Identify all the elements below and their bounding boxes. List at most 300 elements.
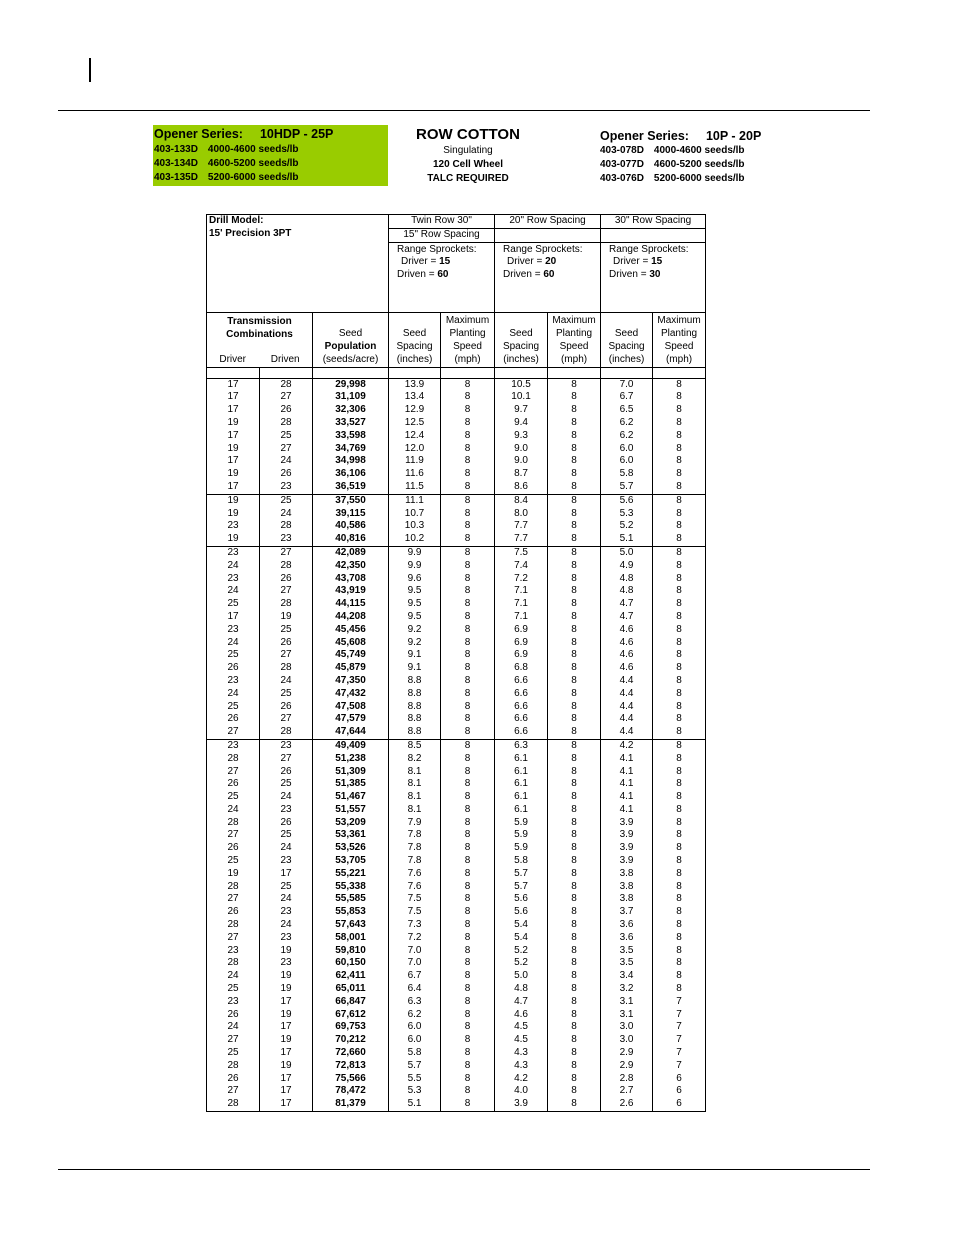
seed-spacing-20in-cell: 8.7 (495, 468, 548, 481)
driven-value: 60 (543, 269, 555, 281)
seed-spacing-20in-cell: 4.0 (495, 1085, 548, 1098)
seed-population-cell: 51,557 (313, 804, 389, 817)
table-row (207, 1034, 706, 1047)
max-speed-30in-cell: 8 (653, 970, 706, 983)
seed-spacing-15in-cell: 5.3 (389, 1085, 441, 1098)
seed-population-cell: 33,598 (313, 430, 389, 443)
max-speed-15in-cell: 8 (441, 868, 495, 881)
seed-spacing-20in-cell: 9.7 (495, 404, 548, 417)
driver-label: Driver = (401, 256, 440, 268)
seed-spacing-20in-cell: 7.2 (495, 573, 548, 586)
group3-title: 30" Row Spacing (601, 215, 706, 229)
table-row (207, 1009, 706, 1022)
max-speed-20in-cell: 8 (548, 1060, 601, 1073)
hdr-line: (seeds/acre) (322, 353, 379, 365)
driven-cell: 19 (260, 1060, 313, 1073)
right-opener-row (600, 158, 800, 172)
max-speed-15in-cell: 8 (441, 560, 495, 573)
seed-spacing-30in-cell: 3.6 (601, 919, 653, 932)
driven-cell: 25 (260, 881, 313, 894)
seed-spacing-15in-cell: 8.8 (389, 713, 441, 726)
driven-cell: 26 (260, 637, 313, 650)
seed-spacing-15in-cell: 11.1 (389, 494, 441, 507)
seed-spacing-15in-cell: 12.4 (389, 430, 441, 443)
max-speed-30in-cell: 8 (653, 624, 706, 637)
driven-cell: 25 (260, 778, 313, 791)
seeding-rate-table (206, 214, 706, 1112)
seed-spacing-20in-cell: 5.2 (495, 945, 548, 958)
seed-spacing-15in-cell: 8.8 (389, 726, 441, 739)
max-speed-15in-cell: 8 (441, 919, 495, 932)
driver-cell: 17 (207, 391, 260, 404)
max-speed-20in-cell: 8 (548, 829, 601, 842)
driver-cell: 19 (207, 468, 260, 481)
hdr-line: (inches) (503, 353, 539, 365)
max-speed-20in-cell: 8 (548, 713, 601, 726)
seed-population-cell: 32,306 (313, 404, 389, 417)
seed-spacing-30in-cell: 4.4 (601, 726, 653, 739)
table-row (207, 932, 706, 945)
table-row (207, 842, 706, 855)
max-speed-30in-cell: 8 (653, 494, 706, 507)
driven-cell: 19 (260, 611, 313, 624)
seed-population-cell: 53,705 (313, 855, 389, 868)
seed-spacing-15in-cell: 7.5 (389, 893, 441, 906)
hdr-line: (mph) (665, 353, 693, 365)
seed-spacing-20in-cell: 4.7 (495, 996, 548, 1009)
driver-cell: 26 (207, 1009, 260, 1022)
seed-spacing-15in-cell: 9.1 (389, 649, 441, 662)
driver-cell: 25 (207, 791, 260, 804)
table-row (207, 1047, 706, 1060)
seed-spacing-15in-cell: 6.0 (389, 1021, 441, 1034)
seed-range: 5200-6000 seeds/lb (207, 172, 299, 183)
seed-spacing-30in-cell: 4.2 (601, 739, 653, 752)
max-speed-20in-cell: 8 (548, 430, 601, 443)
group3-subtitle-empty (601, 228, 706, 242)
seed-spacing-15in-cell: 6.0 (389, 1034, 441, 1047)
max-speed-30in-cell: 8 (653, 443, 706, 456)
driver-cell: 26 (207, 1073, 260, 1086)
seed-spacing-30in-cell: 5.0 (601, 546, 653, 559)
driver-cell: 27 (207, 1085, 260, 1098)
subtitle-talc: TALC REQUIRED (427, 173, 509, 184)
driven-cell: 27 (260, 753, 313, 766)
driven-cell: 28 (260, 662, 313, 675)
left-opener-label: Opener Series: (154, 127, 243, 141)
driver-cell: 17 (207, 378, 260, 391)
seed-spacing-20in-cell: 4.5 (495, 1034, 548, 1047)
table-row (207, 391, 706, 404)
seed-spacing-20in-cell: 6.9 (495, 624, 548, 637)
table-row (207, 598, 706, 611)
seed-spacing-30in-cell: 3.8 (601, 881, 653, 894)
table-row (207, 468, 706, 481)
max-speed-20in-cell: 8 (548, 1047, 601, 1060)
driven-cell: 28 (260, 598, 313, 611)
max-speed-30in-cell: 8 (653, 932, 706, 945)
driver-cell: 23 (207, 675, 260, 688)
table-row (207, 430, 706, 443)
max-speed-20in-cell: 8 (548, 1021, 601, 1034)
seed-population-cell: 57,643 (313, 919, 389, 932)
max-speed-15in-cell: 8 (441, 391, 495, 404)
max-speed-15in-cell: 8 (441, 945, 495, 958)
table-row (207, 983, 706, 996)
seed-spacing-30in-cell: 3.4 (601, 970, 653, 983)
max-speed-20in-cell: 8 (548, 1073, 601, 1086)
seed-spacing-30in-cell: 5.7 (601, 481, 653, 494)
max-speed-30in-cell: 8 (653, 430, 706, 443)
seed-spacing-30in-cell: 2.7 (601, 1085, 653, 1098)
seed-population-cell: 42,089 (313, 546, 389, 559)
seed-spacing-20in-cell: 7.4 (495, 560, 548, 573)
seed-population-cell: 78,472 (313, 1085, 389, 1098)
table-row (207, 970, 706, 983)
seed-spacing-20in-cell: 7.7 (495, 520, 548, 533)
seed-spacing-20in-cell: 7.1 (495, 611, 548, 624)
max-speed-30in-cell: 8 (653, 546, 706, 559)
max-speed-15in-cell: 8 (441, 573, 495, 586)
right-opener-series-line (600, 128, 800, 144)
seed-spacing-15in-cell: 9.2 (389, 637, 441, 650)
seed-spacing-30in-cell: 4.1 (601, 766, 653, 779)
table-row (207, 481, 706, 494)
table-row (207, 855, 706, 868)
left-opener-row (154, 143, 388, 157)
table-row (207, 1073, 706, 1086)
right-opener-series-box (600, 128, 800, 186)
max-speed-20in-cell: 8 (548, 637, 601, 650)
max-speed-header-2 (548, 312, 601, 367)
seed-population-cell: 47,350 (313, 675, 389, 688)
seed-spacing-20in-cell: 5.6 (495, 893, 548, 906)
max-speed-20in-cell: 8 (548, 649, 601, 662)
max-speed-30in-cell: 8 (653, 533, 706, 546)
hdr-line: Maximum (445, 315, 490, 327)
seed-population-cell: 44,208 (313, 611, 389, 624)
max-speed-header-1 (441, 312, 495, 367)
seed-spacing-15in-cell: 9.5 (389, 585, 441, 598)
hdr-line: Seed (614, 328, 639, 340)
driven-cell: 25 (260, 430, 313, 443)
seed-population-cell: 72,813 (313, 1060, 389, 1073)
driven-cell: 27 (260, 546, 313, 559)
driver-cell: 23 (207, 624, 260, 637)
seed-spacing-20in-cell: 6.8 (495, 662, 548, 675)
seed-spacing-30in-cell: 4.4 (601, 688, 653, 701)
max-speed-15in-cell: 8 (441, 1047, 495, 1060)
seed-spacing-15in-cell: 11.6 (389, 468, 441, 481)
seed-spacing-30in-cell: 3.0 (601, 1021, 653, 1034)
driven-cell: 27 (260, 585, 313, 598)
max-speed-20in-cell: 8 (548, 817, 601, 830)
max-speed-15in-cell: 8 (441, 1060, 495, 1073)
subtitle-cell-wheel: 120 Cell Wheel (432, 159, 504, 170)
seed-spacing-15in-cell: 12.5 (389, 417, 441, 430)
max-speed-15in-cell: 8 (441, 701, 495, 714)
seed-spacing-15in-cell: 9.1 (389, 662, 441, 675)
seed-spacing-20in-cell: 6.1 (495, 778, 548, 791)
hdr-line: Spacing (396, 341, 433, 352)
seed-spacing-15in-cell: 7.3 (389, 919, 441, 932)
seed-spacing-20in-cell: 5.9 (495, 829, 548, 842)
max-speed-20in-cell: 8 (548, 662, 601, 675)
seed-spacing-30in-cell: 4.1 (601, 804, 653, 817)
max-speed-30in-cell: 8 (653, 829, 706, 842)
driven-cell: 25 (260, 688, 313, 701)
max-speed-20in-cell: 8 (548, 996, 601, 1009)
seed-spacing-15in-cell: 8.8 (389, 675, 441, 688)
seed-spacing-30in-cell: 2.8 (601, 1073, 653, 1086)
seed-population-cell: 67,612 (313, 1009, 389, 1022)
seed-population-header (313, 312, 389, 367)
drill-model-cell (207, 215, 389, 313)
driver-cell: 24 (207, 1021, 260, 1034)
max-speed-30in-cell: 8 (653, 637, 706, 650)
max-speed-20in-cell: 8 (548, 481, 601, 494)
max-speed-30in-cell: 8 (653, 481, 706, 494)
group1-sprockets (389, 242, 495, 312)
seed-population-cell: 45,879 (313, 662, 389, 675)
seed-spacing-30in-cell: 6.2 (601, 430, 653, 443)
seed-population-cell: 66,847 (313, 996, 389, 1009)
driver-label: Driver = (613, 256, 652, 268)
seed-spacing-20in-cell: 4.2 (495, 1073, 548, 1086)
driver-cell: 19 (207, 494, 260, 507)
table-row (207, 804, 706, 817)
table-row (207, 957, 706, 970)
max-speed-20in-cell: 8 (548, 778, 601, 791)
hdr-line: Maximum (657, 315, 701, 327)
seed-population-cell: 53,526 (313, 842, 389, 855)
max-speed-15in-cell: 8 (441, 753, 495, 766)
seed-population-cell: 40,816 (313, 533, 389, 546)
max-speed-15in-cell: 8 (441, 1073, 495, 1086)
seed-spacing-15in-cell: 7.8 (389, 855, 441, 868)
table-row (207, 624, 706, 637)
table-row (207, 404, 706, 417)
hdr-line: (mph) (454, 353, 481, 365)
driven-cell: 28 (260, 560, 313, 573)
bottom-rule (58, 1169, 870, 1170)
seed-population-cell: 59,810 (313, 945, 389, 958)
drill-model-value: 15' Precision 3PT (209, 227, 292, 239)
max-speed-20in-cell: 8 (548, 688, 601, 701)
max-speed-20in-cell: 8 (548, 494, 601, 507)
driver-cell: 27 (207, 893, 260, 906)
seed-spacing-20in-cell: 7.7 (495, 533, 548, 546)
max-speed-15in-cell: 8 (441, 508, 495, 521)
driven-cell: 28 (260, 417, 313, 430)
max-speed-30in-cell: 8 (653, 573, 706, 586)
driver-cell: 28 (207, 753, 260, 766)
seed-spacing-20in-cell: 8.0 (495, 508, 548, 521)
hdr-line: Seed (509, 328, 533, 340)
seed-population-cell: 40,586 (313, 520, 389, 533)
driven-cell: 19 (260, 945, 313, 958)
right-opener-label: Opener Series: (600, 129, 689, 143)
table-row (207, 881, 706, 894)
seed-spacing-30in-cell: 6.7 (601, 391, 653, 404)
seed-spacing-15in-cell: 7.0 (389, 957, 441, 970)
max-speed-30in-cell: 8 (653, 468, 706, 481)
seed-population-cell: 37,550 (313, 494, 389, 507)
seed-spacing-30in-cell: 3.6 (601, 932, 653, 945)
table-row (207, 919, 706, 932)
driver-cell: 19 (207, 533, 260, 546)
seed-population-cell: 53,361 (313, 829, 389, 842)
seed-spacing-20in-cell: 6.1 (495, 791, 548, 804)
max-speed-20in-cell: 8 (548, 855, 601, 868)
max-speed-15in-cell: 8 (441, 649, 495, 662)
max-speed-15in-cell: 8 (441, 1009, 495, 1022)
left-opener-series-box (153, 125, 388, 186)
max-speed-20in-cell: 8 (548, 675, 601, 688)
seed-spacing-20in-cell: 6.6 (495, 701, 548, 714)
seed-spacing-20in-cell: 4.3 (495, 1047, 548, 1060)
seed-spacing-30in-cell: 6.5 (601, 404, 653, 417)
max-speed-15in-cell: 8 (441, 417, 495, 430)
max-speed-20in-cell: 8 (548, 585, 601, 598)
seed-spacing-20in-cell: 9.0 (495, 455, 548, 468)
left-opener-row (154, 171, 388, 185)
driven-cell: 23 (260, 533, 313, 546)
seed-spacing-30in-cell: 4.6 (601, 662, 653, 675)
drill-model-label: Drill Model: (209, 215, 264, 226)
driver-cell: 23 (207, 739, 260, 752)
left-opener-series: 10HDP - 25P (259, 127, 334, 141)
driven-cell: 17 (260, 868, 313, 881)
driven-cell: 23 (260, 739, 313, 752)
max-speed-15in-cell: 8 (441, 804, 495, 817)
group3-sprockets (601, 242, 706, 312)
max-speed-20in-cell: 8 (548, 1085, 601, 1098)
driven-cell: 27 (260, 443, 313, 456)
hdr-line: Seed (402, 328, 427, 340)
table-row (207, 573, 706, 586)
max-speed-30in-cell: 6 (653, 1085, 706, 1098)
seed-spacing-15in-cell: 7.6 (389, 881, 441, 894)
table-row (207, 637, 706, 650)
max-speed-30in-cell: 8 (653, 378, 706, 391)
hdr-line: (inches) (608, 353, 645, 365)
driver-cell: 26 (207, 778, 260, 791)
driven-cell: 19 (260, 983, 313, 996)
hdr-line: Speed (559, 341, 589, 352)
max-speed-30in-cell: 8 (653, 585, 706, 598)
max-speed-30in-cell: 8 (653, 726, 706, 739)
seed-population-cell: 36,519 (313, 481, 389, 494)
max-speed-20in-cell: 8 (548, 1034, 601, 1047)
seed-spacing-20in-cell: 5.2 (495, 957, 548, 970)
driver-cell: 24 (207, 560, 260, 573)
max-speed-20in-cell: 8 (548, 804, 601, 817)
transmission-label: Transmission Combinations (226, 316, 293, 340)
seed-range: 4600-5200 seeds/lb (207, 158, 299, 169)
driver-cell: 24 (207, 970, 260, 983)
max-speed-15in-cell: 8 (441, 1034, 495, 1047)
max-speed-30in-cell: 8 (653, 983, 706, 996)
driven-cell: 24 (260, 791, 313, 804)
max-speed-30in-cell: 8 (653, 404, 706, 417)
seed-spacing-header-1 (389, 312, 441, 367)
seed-population-cell: 47,579 (313, 713, 389, 726)
seed-spacing-15in-cell: 8.1 (389, 766, 441, 779)
max-speed-15in-cell: 8 (441, 675, 495, 688)
seed-population-cell: 43,708 (313, 573, 389, 586)
seed-population-cell: 51,467 (313, 791, 389, 804)
seed-population-cell: 58,001 (313, 932, 389, 945)
max-speed-30in-cell: 8 (653, 417, 706, 430)
seed-spacing-20in-cell: 5.8 (495, 855, 548, 868)
max-speed-20in-cell: 8 (548, 455, 601, 468)
driven-cell: 23 (260, 855, 313, 868)
max-speed-15in-cell: 8 (441, 1021, 495, 1034)
driver-cell: 28 (207, 919, 260, 932)
max-speed-15in-cell: 8 (441, 829, 495, 842)
seed-population-cell: 44,115 (313, 598, 389, 611)
driven-cell: 19 (260, 1009, 313, 1022)
seed-spacing-20in-cell: 8.4 (495, 494, 548, 507)
max-speed-30in-cell: 7 (653, 1047, 706, 1060)
driven-cell: 23 (260, 481, 313, 494)
seed-spacing-20in-cell: 4.6 (495, 1009, 548, 1022)
table-row (207, 508, 706, 521)
max-speed-20in-cell: 8 (548, 726, 601, 739)
hdr-line: Spacing (502, 341, 540, 352)
seed-spacing-20in-cell: 4.3 (495, 1060, 548, 1073)
table-row (207, 778, 706, 791)
seed-spacing-15in-cell: 7.8 (389, 842, 441, 855)
seed-spacing-30in-cell: 6.0 (601, 455, 653, 468)
seed-population-cell: 55,338 (313, 881, 389, 894)
seed-spacing-20in-cell: 5.4 (495, 932, 548, 945)
driver-cell: 17 (207, 455, 260, 468)
max-speed-20in-cell: 8 (548, 417, 601, 430)
max-speed-15in-cell: 8 (441, 855, 495, 868)
driven-cell: 26 (260, 766, 313, 779)
seed-spacing-15in-cell: 8.8 (389, 701, 441, 714)
seed-spacing-20in-cell: 7.1 (495, 598, 548, 611)
seed-population-cell: 60,150 (313, 957, 389, 970)
driver-cell: 25 (207, 855, 260, 868)
max-speed-20in-cell: 8 (548, 404, 601, 417)
max-speed-30in-cell: 8 (653, 611, 706, 624)
driven-cell: 25 (260, 829, 313, 842)
table-row (207, 893, 706, 906)
max-speed-30in-cell: 8 (653, 649, 706, 662)
seed-spacing-30in-cell: 3.9 (601, 855, 653, 868)
driver-value: 15 (439, 256, 451, 268)
seed-population-cell: 43,919 (313, 585, 389, 598)
max-speed-30in-cell: 6 (653, 1073, 706, 1086)
max-speed-30in-cell: 8 (653, 957, 706, 970)
max-speed-30in-cell: 7 (653, 996, 706, 1009)
seed-population-cell: 47,432 (313, 688, 389, 701)
max-speed-20in-cell: 8 (548, 573, 601, 586)
max-speed-20in-cell: 8 (548, 611, 601, 624)
seed-range: 4000-4600 seeds/lb (653, 145, 745, 156)
seed-spacing-15in-cell: 6.7 (389, 970, 441, 983)
max-speed-15in-cell: 8 (441, 932, 495, 945)
table-row (207, 829, 706, 842)
driver-cell: 19 (207, 508, 260, 521)
max-speed-15in-cell: 8 (441, 546, 495, 559)
max-speed-20in-cell: 8 (548, 868, 601, 881)
seed-spacing-30in-cell: 4.4 (601, 701, 653, 714)
max-speed-15in-cell: 8 (441, 817, 495, 830)
